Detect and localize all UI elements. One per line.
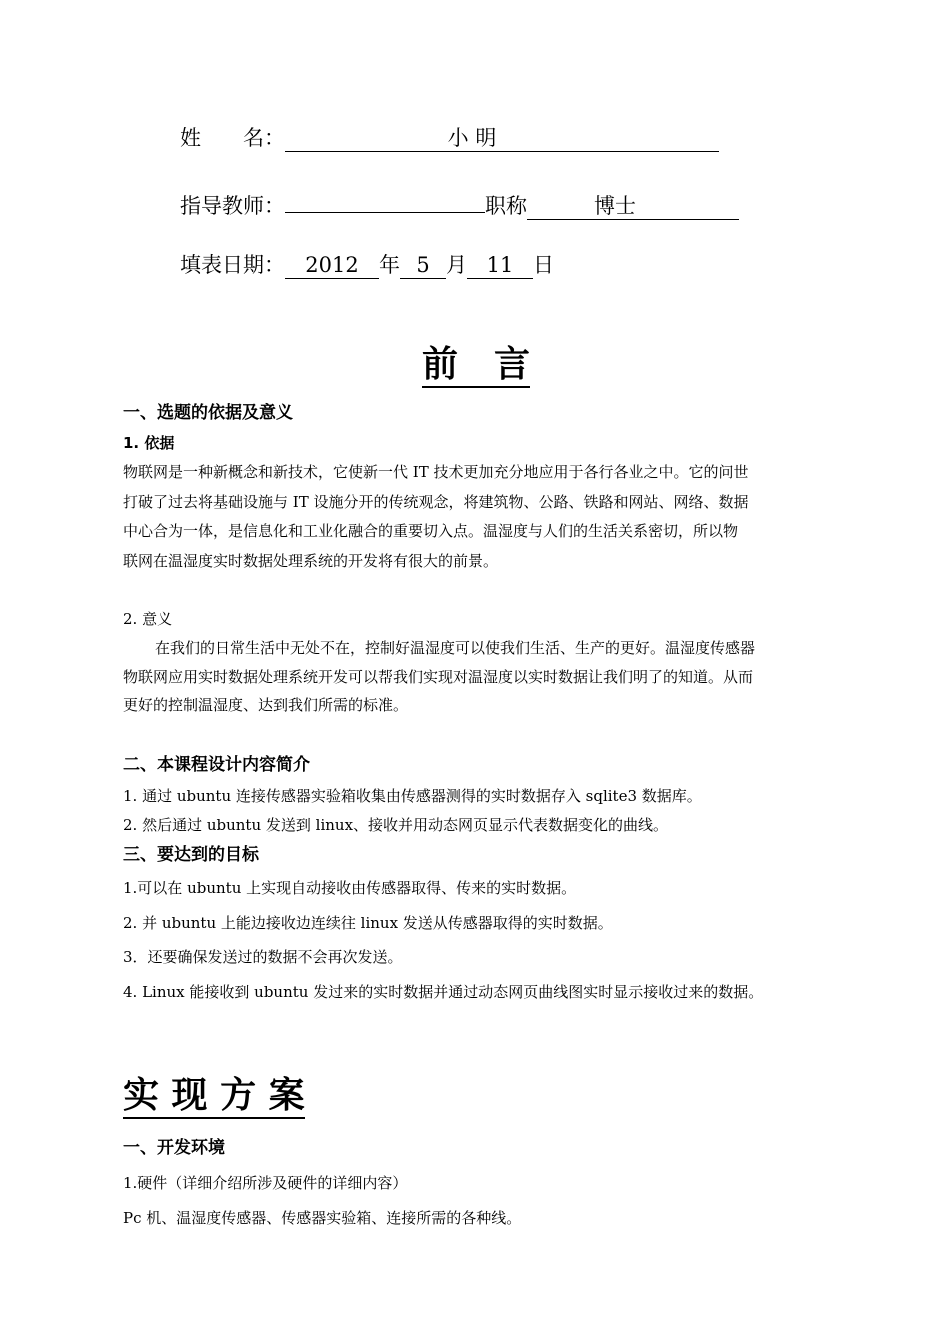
month-field [400,252,446,279]
paragraph-line: 更好的控制温湿度、达到我们所需的标准。 [123,696,409,714]
paragraph-line: Pc 机、温湿度传感器、传感器实验箱、连接所需的各种线。 [123,1209,522,1227]
name-row [180,122,719,154]
month-value: 5 [416,253,430,277]
date-row [180,249,554,281]
paragraph-line: 物联网是一种新概念和新技术，它使新一代 IT 技术更加充分地应用于各行各业之中。它的问世 [123,463,749,481]
name-value: 小 明 [447,126,497,150]
year-value: 2012 [305,253,359,277]
month-unit: 月 [446,253,467,277]
list-item: 3．还要确保发送过的数据不会再次发送。 [123,948,403,966]
name-label: 姓 名： [180,126,285,150]
section-heading: 三、要达到的目标 [123,845,259,865]
subsection-heading: 1.硬件（详细介绍所涉及硬件的详细内容） [123,1174,408,1192]
name-field [285,125,719,152]
advisor-row [180,186,739,218]
plan-title: 实 现 方 案 [123,1073,305,1117]
subsection-heading: 1. 依据 [123,434,175,452]
paragraph-line: 联网在温湿度实时数据处理系统的开发将有很大的前景。 [123,552,499,570]
list-item: 2. 并 ubuntu 上能边接收边连续往 linux 发送从传感器取得的实时数据。 [123,914,613,932]
list-item: 1. 通过 ubuntu 连接传感器实验箱收集由传感器测得的实时数据存入 sqlite3 数据库。 [123,787,702,805]
list-item: 1.可以在 ubuntu 上实现自动接收由传感器取得、传来的实时数据。 [123,879,577,897]
preface-title: 前 言 [422,342,530,386]
section-heading: 一、开发环境 [123,1138,225,1158]
title-label: 职称 [485,194,527,218]
day-unit: 日 [533,253,554,277]
list-item: 2. 然后通过 ubuntu 发送到 linux、接收并用动态网页显示代表数据变化的曲线。 [123,816,669,834]
paragraph-line: 在我们的日常生活中无处不在，控制好温湿度可以使我们生活、生产的更好。温湿度传感器 [155,639,756,657]
list-item: 4. Linux 能接收到 ubuntu 发过来的实时数据并通过动态网页曲线图实时显示接收过来的数据。 [123,983,764,1001]
title-value: 博士 [594,194,636,218]
section-heading: 一、选题的依据及意义 [123,403,293,423]
paragraph-line: 物联网应用实时数据处理系统开发可以帮我们实现对温湿度以实时数据让我们明了的知道。从而 [123,668,754,686]
year-unit: 年 [379,253,400,277]
title-field [527,193,739,220]
advisor-field [285,186,485,213]
year-field [285,252,379,279]
section-heading: 二、本课程设计内容简介 [123,755,310,775]
paragraph-line: 打破了过去将基础设施与 IT 设施分开的传统观念，将建筑物、公路、铁路和网站、网络、数据 [123,493,749,511]
day-value: 11 [486,253,514,277]
subsection-heading: 2. 意义 [123,610,173,628]
date-label: 填表日期： [180,253,285,277]
paragraph-line: 中心合为一体，是信息化和工业化融合的重要切入点。温湿度与人们的生活关系密切，所以物 [123,522,739,540]
advisor-label: 指导教师： [180,194,285,218]
day-field [467,252,533,279]
